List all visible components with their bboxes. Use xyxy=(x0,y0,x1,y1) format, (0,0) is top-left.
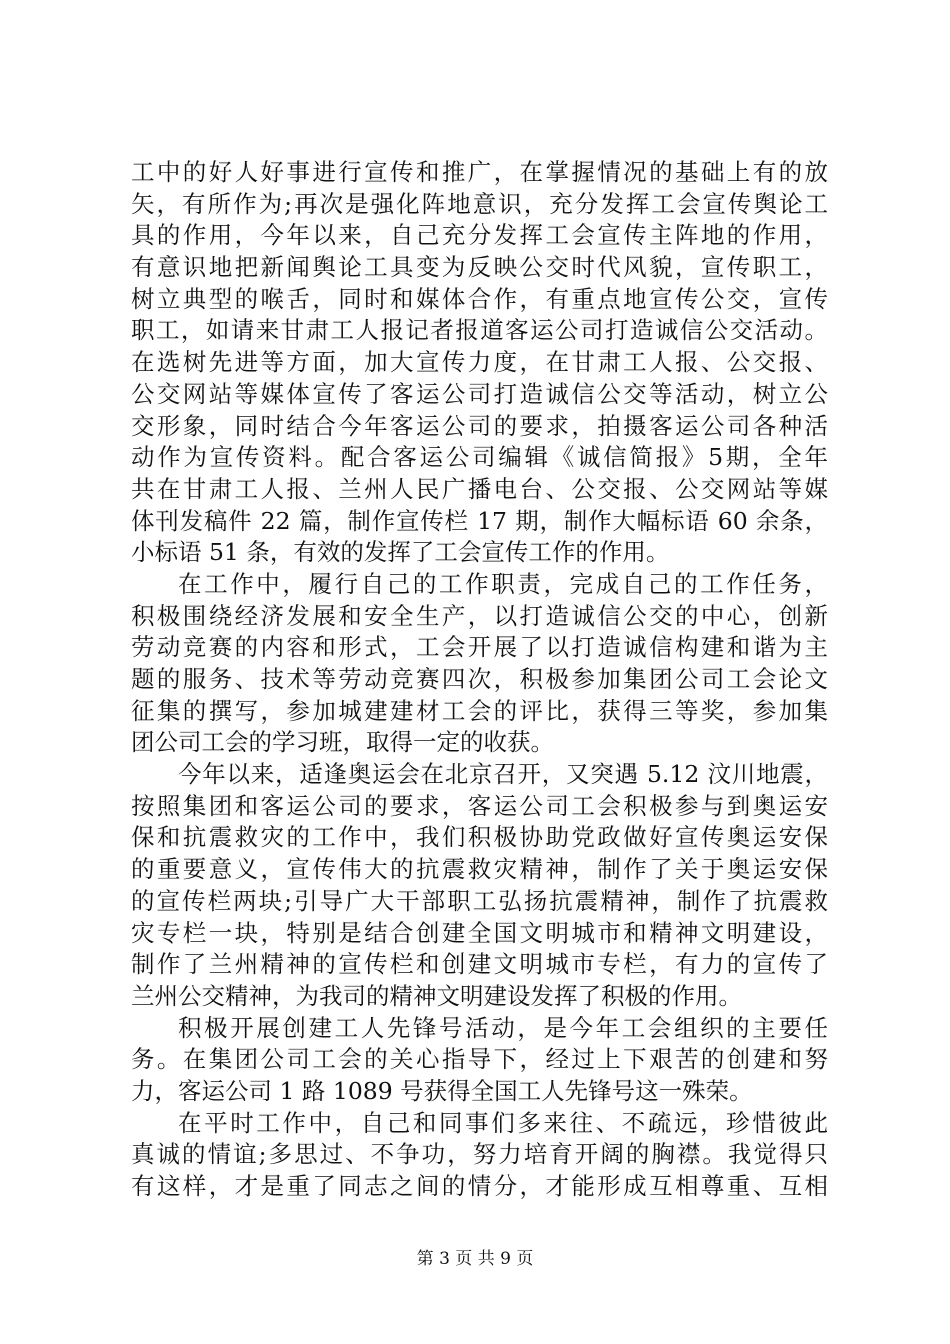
text-line: 按照集团和客运公司的要求，客运公司工会积极参与到奥运安 xyxy=(131,791,828,820)
text-line: 保和抗震救灾的工作中，我们积极协助党政做好宣传奥运安保 xyxy=(131,823,828,852)
text-line: 务。在集团公司工会的关心指导下，经过上下艰苦的创建和努 xyxy=(131,1045,828,1074)
text-line: 真诚的情谊;多思过、不争功，努力培育开阔的胸襟。我觉得只 xyxy=(131,1140,828,1169)
text-line: 树立典型的喉舌，同时和媒体合作，有重点地宣传公交，宣传 xyxy=(131,284,828,313)
text-line: 劳动竞赛的内容和形式，工会开展了以打造诚信构建和谐为主 xyxy=(131,633,828,662)
text-line: 今年以来，适逢奥运会在北京召开，又突遇 5.12 汶川地震， xyxy=(178,760,828,789)
text-line: 团公司工会的学习班，取得一定的收获。 xyxy=(131,728,554,757)
text-line: 工中的好人好事进行宣传和推广，在掌握情况的基础上有的放 xyxy=(131,158,828,186)
text-line: 在选树先进等方面，加大宣传力度，在甘肃工人报、公交报、 xyxy=(131,348,828,377)
text-line: 共在甘肃工人报、兰州人民广播电台、公交报、公交网站等媒 xyxy=(131,474,828,503)
text-line: 动作为宣传资料。配合客运公司编辑《诚信简报》5期，全年 xyxy=(131,443,828,472)
text-line: 矢，有所作为;再次是强化阵地意识，充分发挥工会宣传舆论工 xyxy=(131,189,828,218)
text-line: 有这样，才是重了同志之间的情分，才能形成互相尊重、互相 xyxy=(131,1172,828,1200)
text-line: 公交网站等媒体宣传了客运公司打造诚信公交等活动，树立公 xyxy=(131,379,828,408)
text-line: 有意识地把新闻舆论工具变为反映公交时代风貌，宣传职工， xyxy=(131,253,828,282)
text-line: 积极开展创建工人先锋号活动，是今年工会组织的主要任 xyxy=(178,1013,828,1042)
text-line: 在平时工作中，自己和同事们多来往、不疏远，珍惜彼此 xyxy=(178,1108,828,1137)
text-line: 小标语 51 条，有效的发挥了工会宣传工作的作用。 xyxy=(131,538,670,567)
text-line: 力，客运公司 1 路 1089 号获得全国工人先锋号这一殊荣。 xyxy=(131,1076,753,1105)
text-line: 灾专栏一块，特别是结合创建全国文明城市和精神文明建设， xyxy=(131,918,828,947)
text-line: 体刊发稿件 22 篇，制作宣传栏 17 期，制作大幅标语 60 余条， xyxy=(131,506,828,535)
text-line: 积极围绕经济发展和安全生产，以打造诚信公交的中心，创新 xyxy=(131,601,828,630)
text-line: 在工作中，履行自己的工作职责，完成自己的工作任务， xyxy=(178,569,828,598)
text-line: 制作了兰州精神的宣传栏和创建文明城市专栏，有力的宣传了 xyxy=(131,950,828,979)
text-line: 职工，如请来甘肃工人报记者报道客运公司打造诚信公交活动。 xyxy=(131,316,828,345)
text-line: 的宣传栏两块;引导广大干部职工弘扬抗震精神，制作了抗震救 xyxy=(131,886,828,915)
text-line: 具的作用，今年以来，自己充分发挥工会宣传主阵地的作用， xyxy=(131,221,828,250)
text-line: 题的服务、技术等劳动竞赛四次，积极参加集团公司工会论文 xyxy=(131,665,828,693)
text-line: 征集的撰写，参加城建建材工会的评比，获得三等奖，参加集 xyxy=(131,696,828,725)
text-line: 交形象，同时结合今年客运公司的要求，拍摄客运公司各种活 xyxy=(131,411,828,440)
document-body xyxy=(131,157,828,1203)
text-line: 的重要意义，宣传伟大的抗震救灾精神，制作了关于奥运安保 xyxy=(131,855,828,884)
text-line: 兰州公交精神，为我司的精神文明建设发挥了积极的作用。 xyxy=(131,981,742,1010)
page-footer: 第 3 页 共 9 页 xyxy=(416,1249,534,1269)
